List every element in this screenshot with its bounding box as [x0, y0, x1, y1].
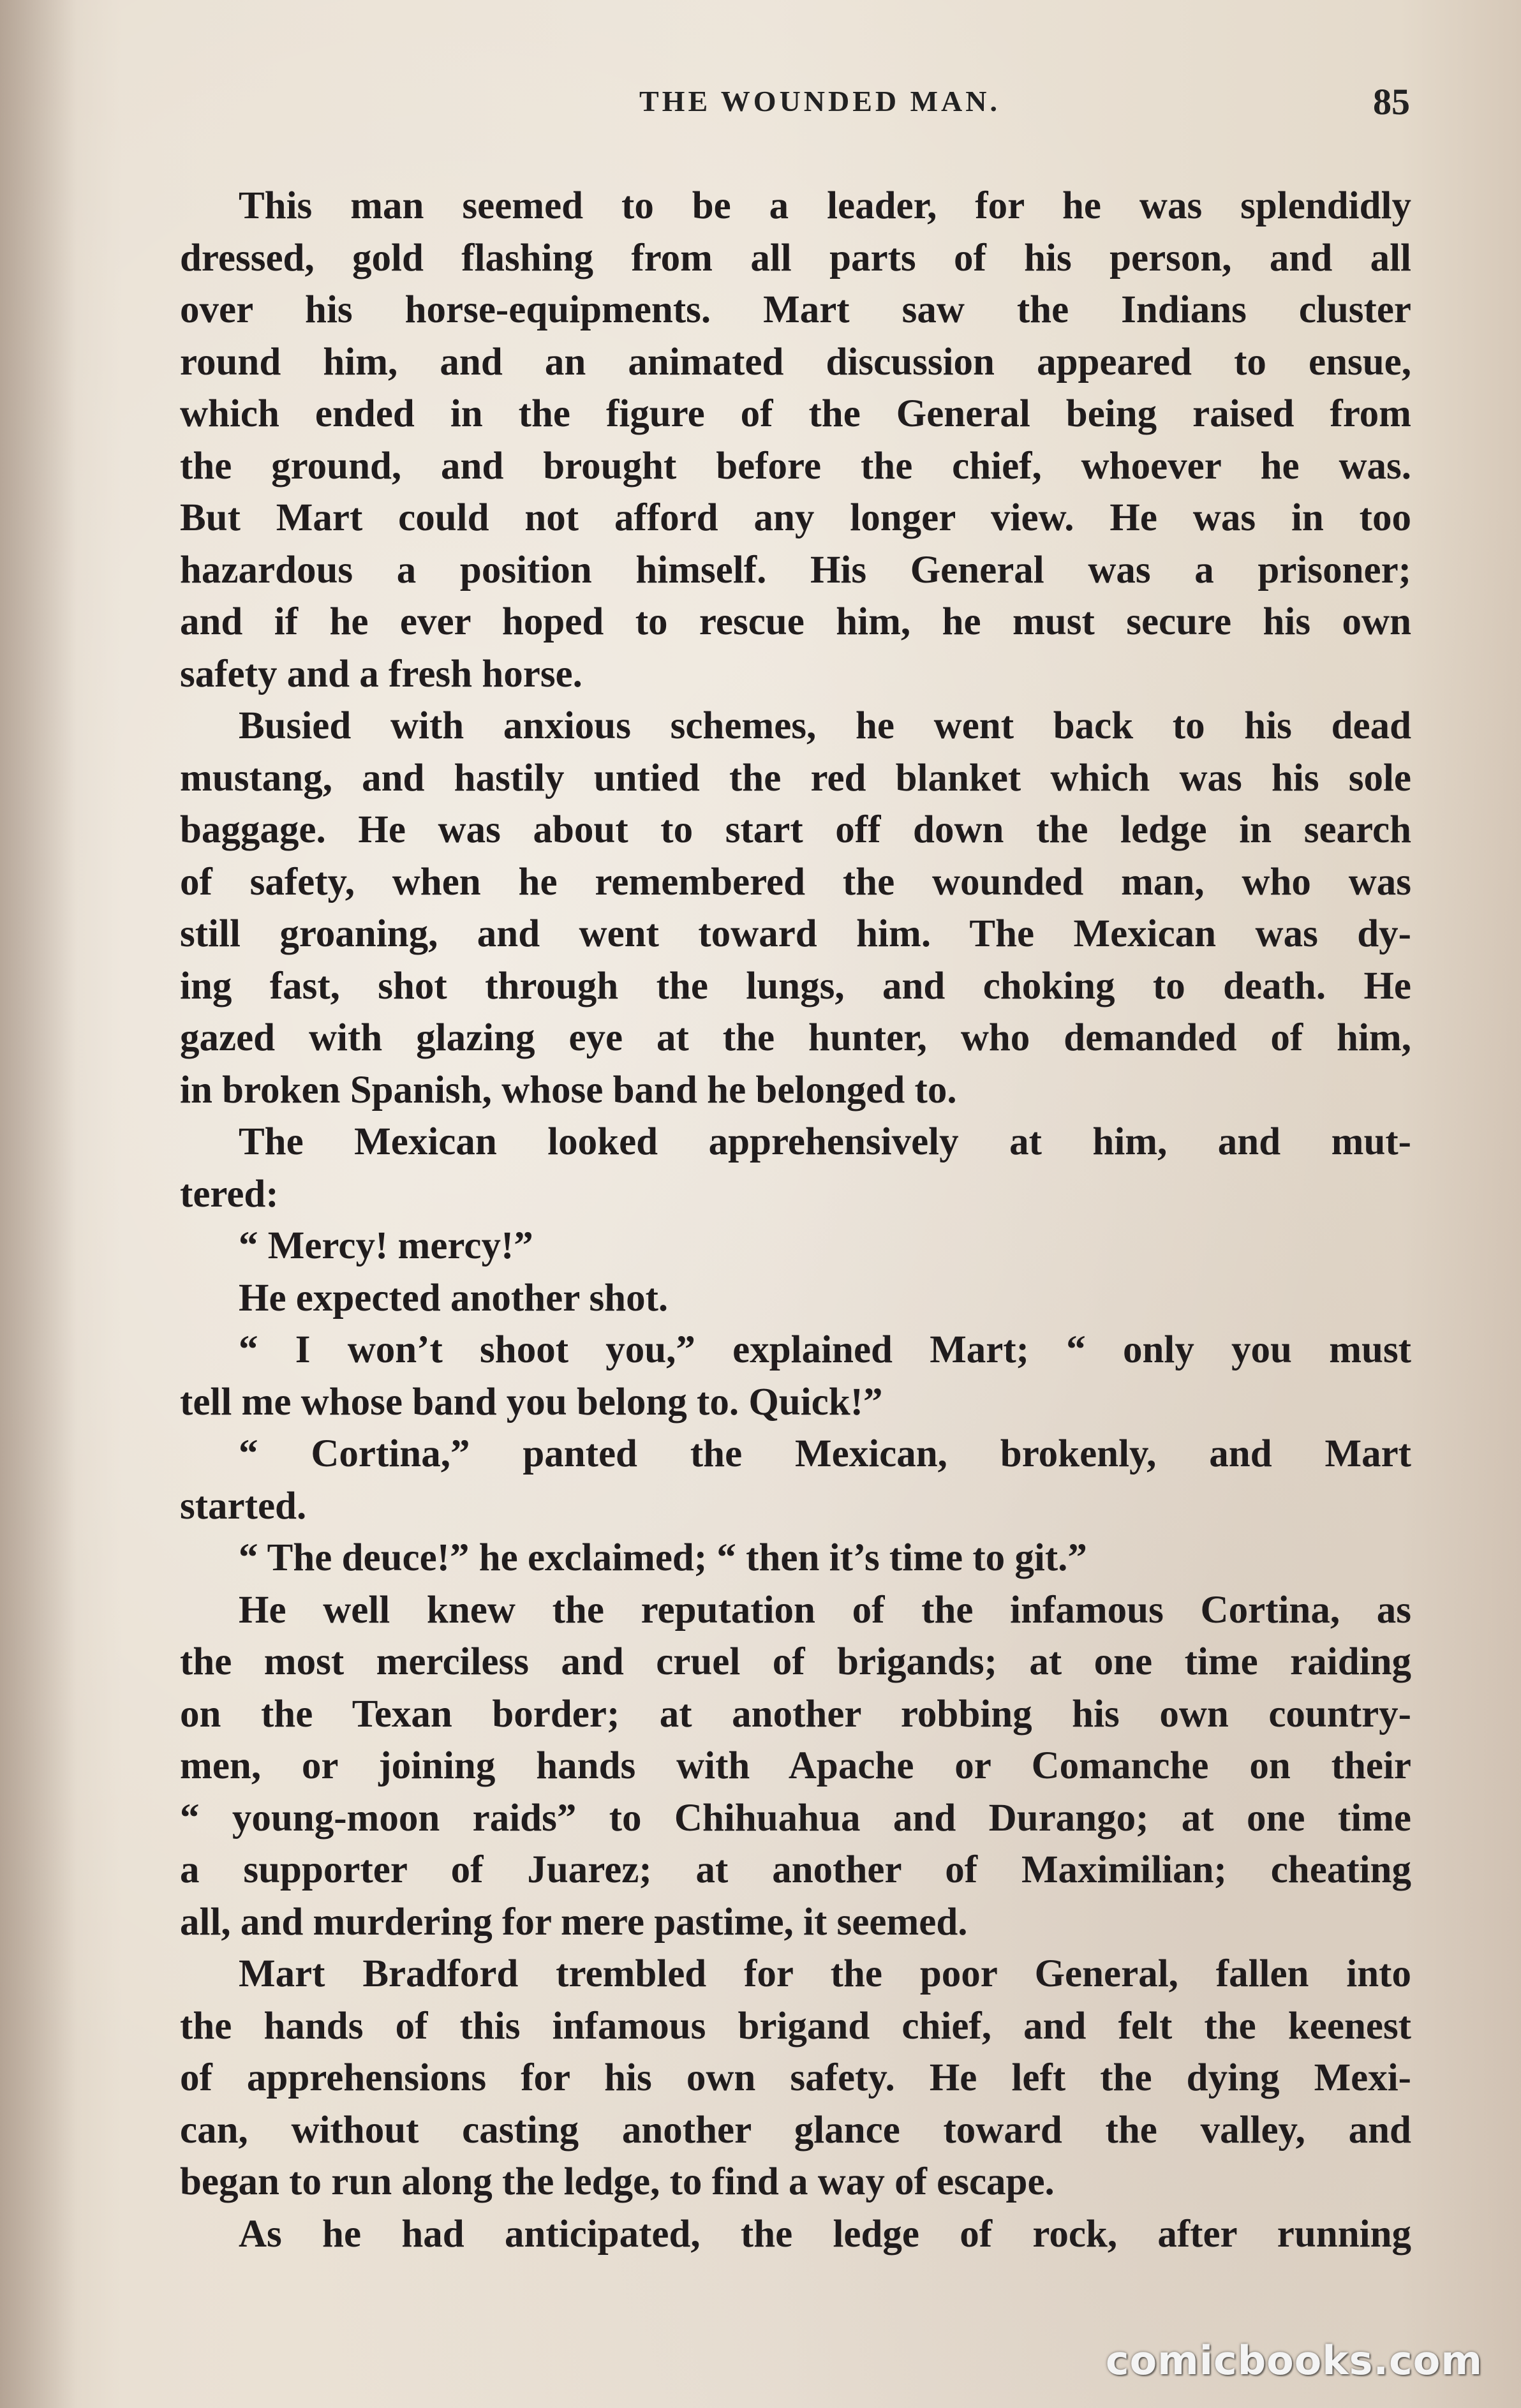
text-line: on the Texan border; at another robbing his own country-: [180, 1692, 1411, 1735]
text-line: in broken Spanish, whose band he belonged to.: [180, 1068, 957, 1111]
text-line: of apprehensions for his own safety. He left the dying Mexi-: [180, 2056, 1411, 2099]
text-line: hazardous a position himself. His General was a prisoner;: [180, 548, 1411, 591]
text-line: He well knew the reputation of the infamous Cortina, as: [239, 1588, 1411, 1631]
text-line: “ Cortina,” panted the Mexican, brokenly, and Mart: [239, 1432, 1411, 1475]
text-line: the most merciless and cruel of brigands; at one time raiding: [180, 1640, 1411, 1683]
text-line: As he had anticipated, the ledge of rock, after running: [239, 2212, 1411, 2256]
text-line: the ground, and brought before the chief, whoever he was.: [180, 444, 1411, 487]
text-line: all, and murdering for mere pastime, it seemed.: [180, 1900, 968, 1943]
text-line: Mart Bradford trembled for the poor General, fallen into: [239, 1952, 1411, 1995]
text-line: dressed, gold flashing from all parts of his person, and all: [180, 236, 1411, 279]
text-line: baggage. He was about to start off down the ledge in search: [180, 808, 1411, 851]
text-line: “ The deuce!” he exclaimed; “ then it’s time to git.”: [239, 1536, 1087, 1579]
text-line: “ Mercy! mercy!”: [239, 1224, 533, 1267]
text-line: can, without casting another glance toward the valley, and: [180, 2108, 1411, 2152]
text-line: of safety, when he remembered the wounded man, who was: [180, 860, 1411, 903]
text-line: The Mexican looked apprehensively at him, and mut-: [239, 1120, 1411, 1163]
text-line: tered:: [180, 1172, 279, 1215]
text-line: still groaning, and went toward him. The Mexican was dy-: [180, 912, 1411, 955]
page-number: 85: [1373, 81, 1410, 123]
text-line: started.: [180, 1484, 307, 1527]
text-line: a supporter of Juarez; at another of Maximilian; cheating: [180, 1848, 1411, 1891]
text-line: Busied with anxious schemes, he went back to his dead: [239, 704, 1411, 747]
text-line: But Mart could not afford any longer view. He was in too: [180, 496, 1411, 539]
text-line: gazed with glazing eye at the hunter, who demanded of him,: [180, 1016, 1411, 1059]
text-line: and if he ever hoped to rescue him, he must secure his own: [180, 600, 1411, 643]
text-line: tell me whose band you belong to. Quick!”: [180, 1380, 883, 1423]
text-line: ing fast, shot through the lungs, and choking to death. He: [180, 964, 1411, 1007]
text-line: round him, and an animated discussion appeared to ensue,: [180, 340, 1411, 383]
text-line: “ I won’t shoot you,” explained Mart; “ only you must: [239, 1328, 1411, 1371]
text-line: safety and a fresh horse.: [180, 652, 582, 695]
site-watermark: comicbooks.com: [1105, 2337, 1483, 2384]
body-text: [180, 180, 1411, 2260]
text-line: He expected another shot.: [239, 1276, 669, 1319]
text-line: mustang, and hastily untied the red blanket which was his sole: [180, 756, 1411, 799]
text-line: began to run along the ledge, to find a way of escape.: [180, 2160, 1055, 2203]
text-line: “ young-moon raids” to Chihuahua and Durango; at one time: [180, 1796, 1411, 1839]
text-line: This man seemed to be a leader, for he was splendidly: [239, 184, 1411, 227]
text-line: which ended in the figure of the General being raised from: [180, 392, 1411, 435]
page-edge-wear: [0, 0, 77, 2408]
text-line: men, or joining hands with Apache or Comanche on their: [180, 1744, 1411, 1787]
page-header: [230, 81, 1410, 135]
running-title: THE WOUNDED MAN.: [639, 85, 1000, 117]
text-line: the hands of this infamous brigand chief, and felt the keenest: [180, 2004, 1411, 2048]
text-line: over his horse-equipments. Mart saw the Indians cluster: [180, 288, 1411, 331]
